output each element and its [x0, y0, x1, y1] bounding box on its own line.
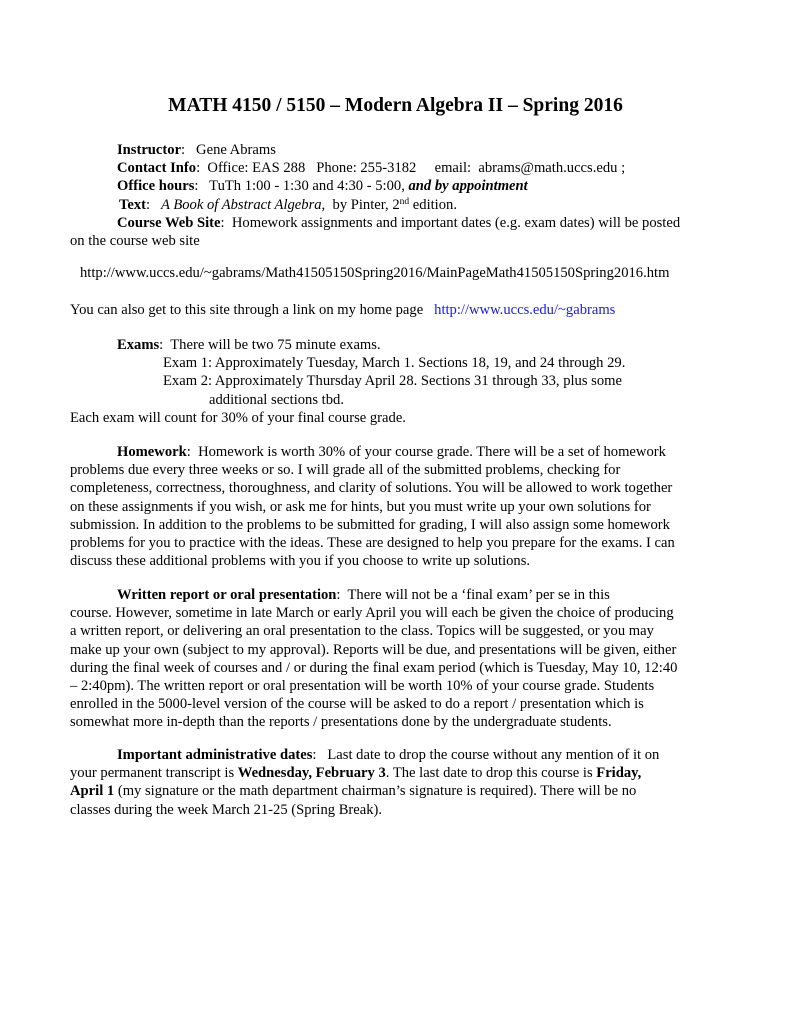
homework-label: Homework [117, 444, 187, 460]
text-edition: edition. [409, 196, 457, 213]
admin-line-1: Last date to drop the course without any mention of it on [327, 747, 660, 763]
admin-date-2b: April 1 [70, 783, 115, 800]
admin-label: Important administrative dates [117, 747, 313, 763]
homework-line-3: completeness, correctness, thoroughness, and clarity of solutions. You will be allowed to work together [70, 480, 673, 497]
text-label: Text [119, 196, 147, 213]
exams-section: Exams: There will be two 75 minute exams. Exam 1: Approximately Tuesday, March 1. Sections 18, 19, and 24 through 29. Exam 2: Approximately Thursday April 28. Sections 31 through 33, plus some additional sections tbd. Each exam will count for 30% of your final course grade. [70, 336, 730, 427]
website-label: Course Web Site [117, 214, 221, 231]
text-by: by Pinter, 2 [332, 196, 400, 213]
course-info [70, 141, 730, 250]
website-line: Course Web Site: Homework assignments and important dates (e.g. exam dates) will be posted [117, 214, 681, 231]
admin-date-1: Wednesday, February 3 [237, 765, 386, 782]
exams-intro: There will be two 75 minute exams. [170, 337, 381, 353]
admin-line-4: classes during the week March 21-25 (Spring Break). [70, 801, 383, 818]
report-line-6: – 2:40pm). The written report or oral presentation will be worth 10% of your course grade. Students [70, 678, 655, 695]
home-page-text: You can also get to this site through a link on my home page [70, 302, 424, 318]
office-hours-extra: and by appointment [408, 178, 528, 195]
homework-line-4: on these assignments if you wish, or ask me for hints, but you must write up your own solutions for [70, 498, 651, 515]
report-line-5: during the final week of courses and / or during the final exam period (which is Tuesday, May 10, 12:40 [70, 659, 678, 676]
homework-line-6: problems for you to practice with the ideas. These are designed to help you prepare for the exams. I can [70, 535, 675, 552]
admin-section: Important administrative dates: Last date to drop the course without any mention of it on your permanent transcript is Wednesday, February 3. The last date to drop this course is Friday, April 1 (my signature or the math department chairman’s signature is required). There will be no classes during the week March 21-25 (Spring Break). [70, 746, 730, 819]
report-line-2: course. However, sometime in late March or early April you will each be given the choice of producing [70, 605, 674, 622]
exam-2: Exam 2: Approximately Thursday April 28. Sections 31 through 33, plus some [163, 373, 622, 390]
contact-line: Contact Info: Office: EAS 288 Phone: 255-3182 email: abrams@math.uccs.edu ; [117, 160, 626, 177]
website-desc: Homework assignments and important dates (e.g. exam dates) will be posted [231, 214, 681, 231]
homework-line-1: Homework is worth 30% of your course grade. There will be a set of homework [198, 444, 666, 460]
instructor-line: Instructor: Gene Abrams [117, 142, 276, 158]
homework-line-5: submission. In addition to the problems to be submitted for grading, I will also assign some homework [70, 516, 670, 533]
office-hours-value: TuTh 1:00 - 1:30 and 4:30 - 5:00, [209, 178, 405, 195]
office-hours-line: Office hours: TuTh 1:00 - 1:30 and 4:30 - 5:00, and by appointment [117, 178, 528, 195]
course-url[interactable]: http://www.uccs.edu/~gabrams/Math41505150Spring2016/MainPageMath41505150Spring2016.htm [80, 265, 670, 281]
exams-weight: Each exam will count for 30% of your final course grade. [70, 409, 406, 426]
report-line-7: enrolled in the 5000-level version of the course will be asked to do a report / presentation which is [70, 696, 644, 713]
text-sup: nd [399, 196, 410, 207]
exam-2-cont: additional sections tbd. [209, 391, 344, 408]
homework-line-7: discuss these additional problems with you if you choose to write up solutions. [70, 553, 531, 570]
website-desc-cont: on the course web site [70, 233, 200, 250]
home-page-link[interactable]: http://www.uccs.edu/~gabrams [434, 302, 616, 318]
instructor-label: Instructor [117, 142, 182, 158]
contact-email: abrams@math.uccs.edu ; [478, 160, 626, 177]
report-line-3: a written report, or delivering an oral presentation to the class. Topics will be suggested, or you may [70, 623, 654, 640]
contact-label: Contact Info [117, 160, 197, 177]
report-line-8: somewhat more in-depth than the reports / presentations done by the undergraduate students. [70, 714, 612, 731]
report-line-1: There will not be a ‘final exam’ per se in this [347, 587, 610, 603]
exams-label: Exams [117, 337, 160, 353]
homework-section: Homework: Homework is worth 30% of your course grade. There will be a set of homework problems due every three weeks or so. I will grade all of the submitted problems, checking for completeness, correctness, thoroughness, and clarity of solutions. You will be allowed to work together on these assignments if you wish, or ask me for hints, but you must write up your own solutions for submission. In addition to the problems to be submitted for grading, I will also assign some homework problems for you to practice with the ideas. These are designed to help you prepare for the exams. I can discuss these additional problems with you if you choose to write up solutions. [70, 443, 730, 570]
page-title: MATH 4150 / 5150 – Modern Algebra II – Spring 2016 [168, 95, 623, 116]
contact-office: Office: EAS 288 [207, 160, 306, 177]
instructor-name: Gene Abrams [196, 142, 276, 158]
admin-line-3: (my signature or the math department chairman’s signature is required). There will be no [114, 783, 637, 800]
report-section: Written report or oral presentation: There will not be a ‘final exam’ per se in this course. However, sometime in late March or early April you will each be given the choice of producing a written report, or delivering an oral presentation to the class. Topics will be suggested, or you may make up your own (subject to my approval). Reports will be due, and presentations will be given, either during the final week of courses and / or during the final exam period (which is Tuesday, May 10, 12:40 – 2:40pm). The written report or oral presentation will be worth 10% of your course grade. Students enrolled in the 5000-level version of the course will be asked to do a report / presentation which is somewhat more in-depth than the reports / presentations done by the undergraduate students. [70, 586, 730, 732]
admin-line-2a: your permanent transcript is [70, 765, 235, 782]
contact-phone: Phone: 255-3182 [316, 160, 417, 177]
report-label: Written report or oral presentation [117, 587, 337, 603]
text-book: A Book of Abstract Algebra, [161, 196, 326, 213]
text-line: Text: A Book of Abstract Algebra, by Pinter, 2nd edition. [119, 196, 457, 213]
report-line-4: make up your own (subject to my approval). Reports will be due, and presentations will be given, either [70, 641, 677, 658]
office-hours-label: Office hours [117, 178, 195, 195]
exam-1: Exam 1: Approximately Tuesday, March 1. Sections 18, 19, and 24 through 29. [163, 355, 626, 372]
admin-line-2b: . The last date to drop this course is [385, 765, 593, 782]
homework-line-2: problems due every three weeks or so. I will grade all of the submitted problems, checking for [70, 462, 621, 479]
admin-date-2a: Friday, [596, 765, 642, 782]
home-page-line [70, 301, 730, 319]
contact-email-label: email: [434, 160, 472, 177]
